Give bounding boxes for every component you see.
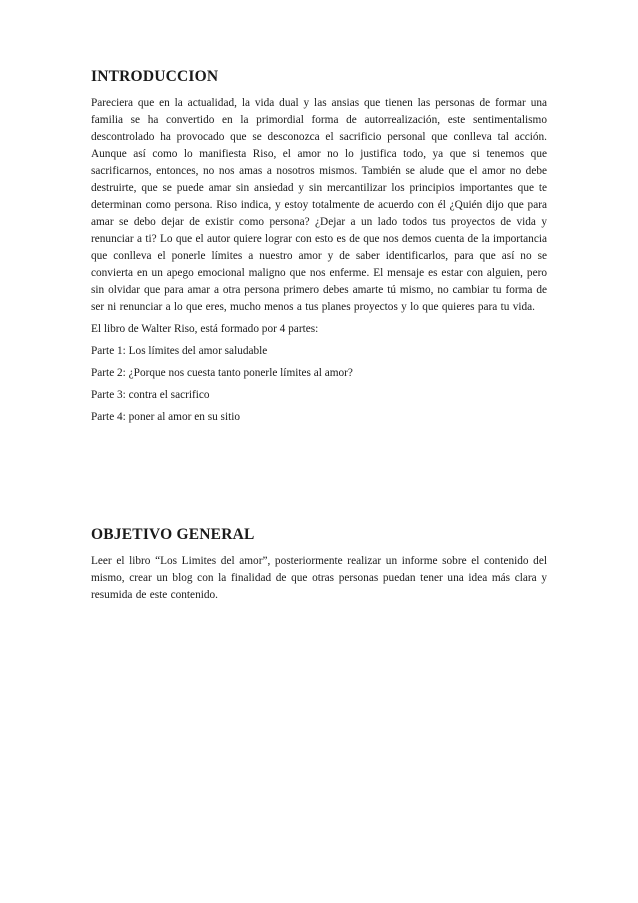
part-1-line: Parte 1: Los límites del amor saludable xyxy=(91,345,268,357)
objective-paragraph: Leer el libro “Los Limites del amor”, posteriormente realizar un informe sobre el contenido del mismo, crear un blog con la finalidad de que otras personas puedan tener una idea más clara y resumida de este contenido. xyxy=(91,555,547,601)
book-structure-line: El libro de Walter Riso, está formado por 4 partes: xyxy=(91,323,319,335)
document-content xyxy=(91,68,547,604)
introduction-paragraph: Pareciera que en la actualidad, la vida dual y las ansias que tienen las personas de formar una familia se ha convertido en la primordial forma de autorrealización, este sentimentalismo descontrolado ha provocado que se desconozca el sacrificio personal que conlleva tal acción. Aunque así como lo manifiesta Riso, el amor no lo justifica todo, ya que si tenemos que sacrificarnos, entonces, no nos amas a nosotros mismos. También se alude que el amor no debe destruirte, que se puede amar sin ansiedad y sin mercantilizar los principios importantes que te determinan como persona. Riso indica, y estoy totalmente de acuerdo con él ¿Quién dijo que para amar se debo dejar de existir como persona? ¿Dejar a un lado todos tus proyectos de vida y renunciar a ti? Lo que el autor quiere lograr con esto es de que nos demos cuenta de la importancia que conlleva el ponerle límites a nuestro amor y de saber identificarlos, para que así no se convierta en un apego emocional maligno que nos enferme. El mensaje es estar con alguien, pero sin olvidar que para amar a otra persona primero debes amarte tú mismo, no cambiar tu forma de ser ni renunciar a lo que eres, mucho menos a tus planes proyectos y lo que quieres para tu vida. xyxy=(91,97,547,313)
introduction-heading: INTRODUCCION xyxy=(91,68,219,85)
objective-heading: OBJETIVO GENERAL xyxy=(91,526,255,543)
part-2-line: Parte 2: ¿Porque nos cuesta tanto ponerle límites al amor? xyxy=(91,367,353,379)
section-spacer xyxy=(91,426,547,526)
part-4-line: Parte 4: poner al amor en su sitio xyxy=(91,411,241,423)
part-3-line: Parte 3: contra el sacrifico xyxy=(91,389,210,401)
